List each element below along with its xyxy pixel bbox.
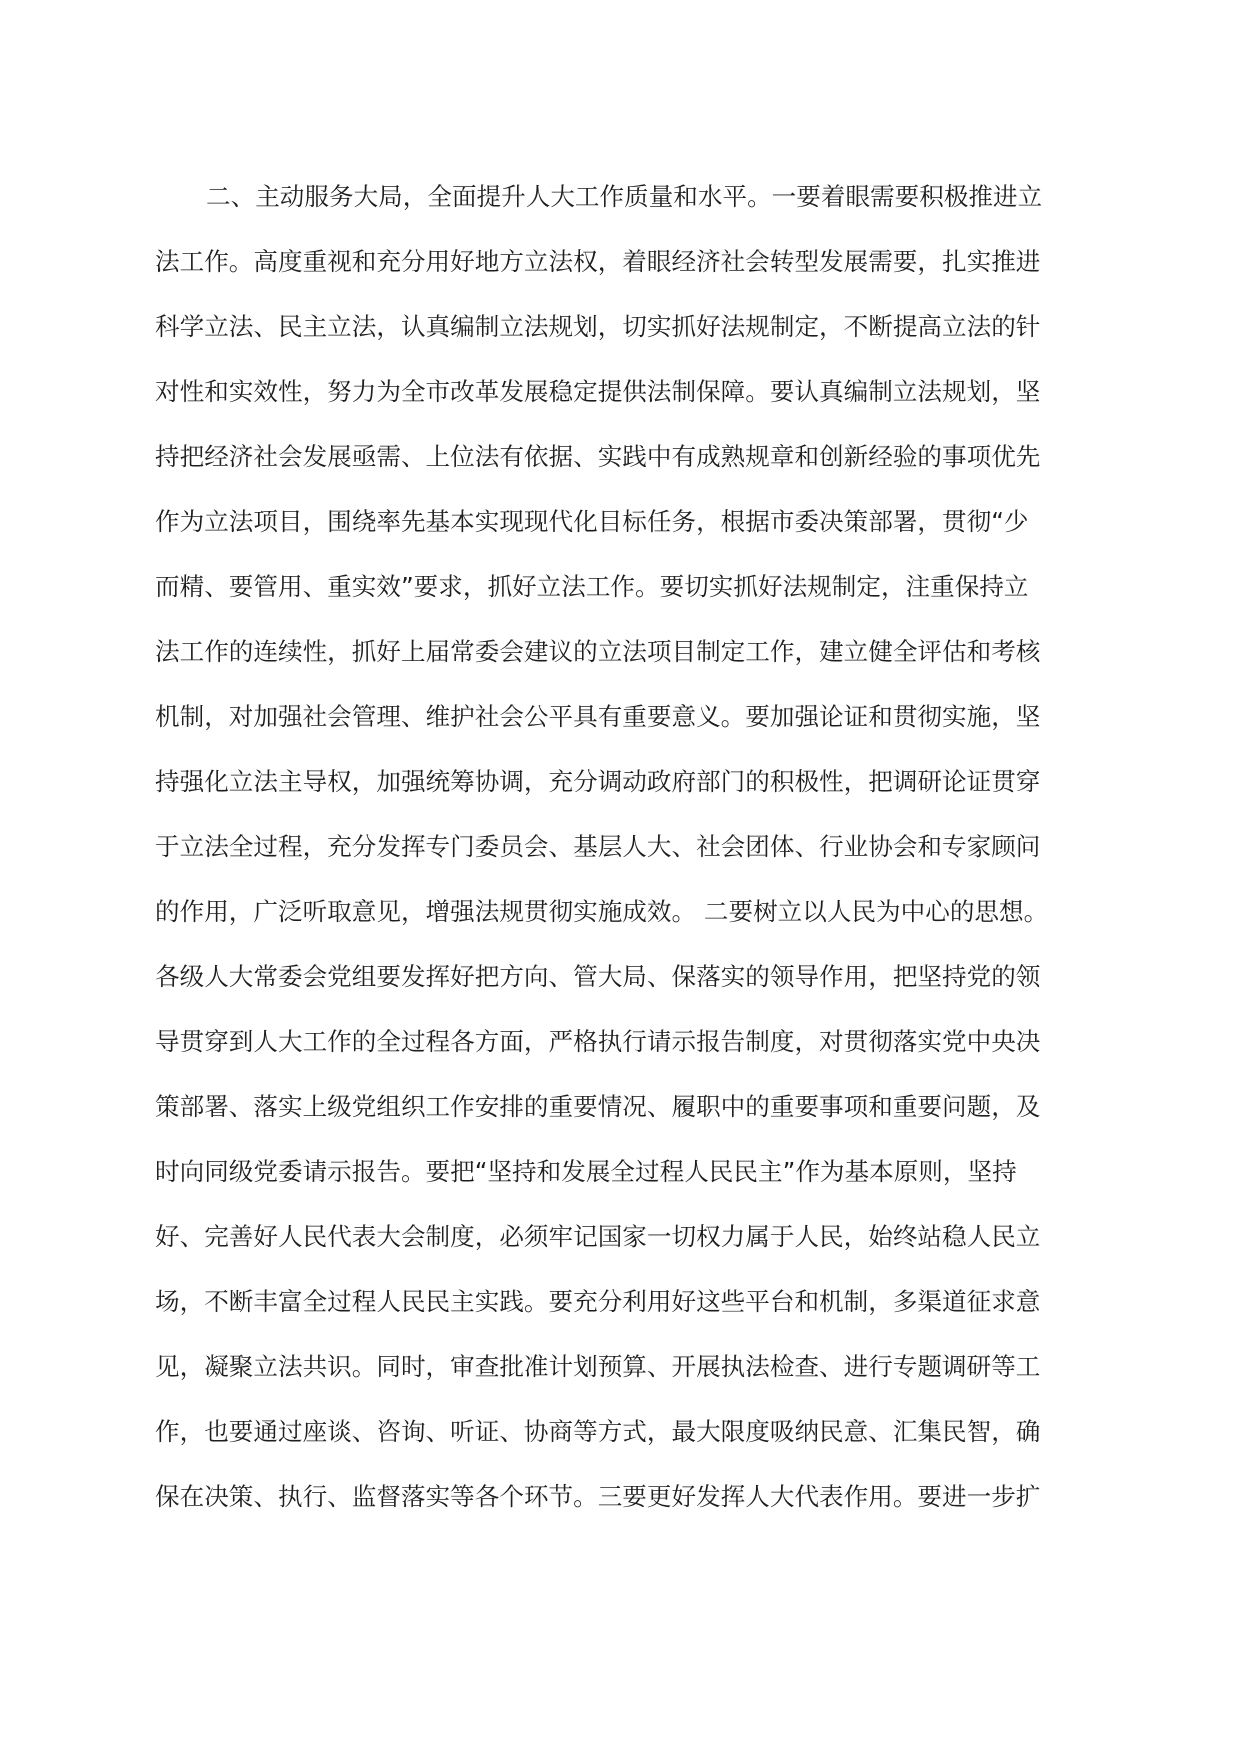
text-line-21: 保在决策、执行、监督落实等各个环节。三要更好发挥人大代表作用。要进一步扩: [155, 1482, 1041, 1511]
text-line-11: 于立法全过程，充分发挥专门委员会、基层人大、社会团体、行业协会和专家顾问: [155, 832, 1041, 861]
text-line-15: 策部署、落实上级党组织工作安排的重要情况、履职中的重要事项和重要问题，及: [155, 1092, 1041, 1121]
text-line-14: 导贯穿到人大工作的全过程各方面，严格执行请示报告制度，对贯彻落实党中央决: [155, 1027, 1041, 1056]
text-line-3: 科学立法、民主立法，认真编制立法规划，切实抓好法规制定，不断提高立法的针: [155, 312, 1041, 341]
text-line-2: 法工作。高度重视和充分用好地方立法权，着眼经济社会转型发展需要，扎实推进: [155, 247, 1041, 276]
text-line-7: 而精、要管用、重实效”要求，抓好立法工作。要切实抓好法规制定，注重保持立: [155, 572, 1029, 601]
text-line-16: 时向同级党委请示报告。要把“坚持和发展全过程人民民主”作为基本原则，坚持: [155, 1157, 1017, 1186]
text-line-18: 场，不断丰富全过程人民民主实践。要充分利用好这些平台和机制，多渠道征求意: [155, 1287, 1041, 1316]
text-line-13: 各级人大常委会党组要发挥好把方向、管大局、保落实的领导作用，把坚持党的领: [155, 962, 1041, 991]
text-line-6: 作为立法项目，围绕率先基本实现现代化目标任务，根据市委决策部署，贯彻“少: [155, 507, 1029, 536]
text-line-12: 的作用，广泛听取意见，增强法规贯彻实施成效。 二要树立以人民为中心的思想。: [155, 897, 1049, 926]
text-line-20: 作，也要通过座谈、咨询、听证、协商等方式，最大限度吸纳民意、汇集民智，确: [155, 1417, 1041, 1446]
text-line-19: 见，凝聚立法共识。同时，审查批准计划预算、开展执法检查、进行专题调研等工: [155, 1352, 1041, 1381]
text-line-10: 持强化立法主导权，加强统筹协调，充分调动政府部门的积极性，把调研论证贯穿: [155, 767, 1041, 796]
text-line-1: 二、主动服务大局，全面提升人大工作质量和水平。一要着眼需要积极推进立: [206, 182, 1043, 211]
text-line-5: 持把经济社会发展亟需、上位法有依据、实践中有成熟规章和创新经验的事项优先: [155, 442, 1041, 471]
body-paragraph: [155, 164, 1055, 1529]
text-line-8: 法工作的连续性，抓好上届常委会建议的立法项目制定工作，建立健全评估和考核: [155, 637, 1041, 666]
text-line-17: 好、完善好人民代表大会制度，必须牢记国家一切权力属于人民，始终站稳人民立: [155, 1222, 1041, 1251]
text-line-4: 对性和实效性，努力为全市改革发展稳定提供法制保障。要认真编制立法规划，坚: [155, 377, 1041, 406]
text-line-9: 机制，对加强社会管理、维护社会公平具有重要意义。要加强论证和贯彻实施，坚: [155, 702, 1041, 731]
